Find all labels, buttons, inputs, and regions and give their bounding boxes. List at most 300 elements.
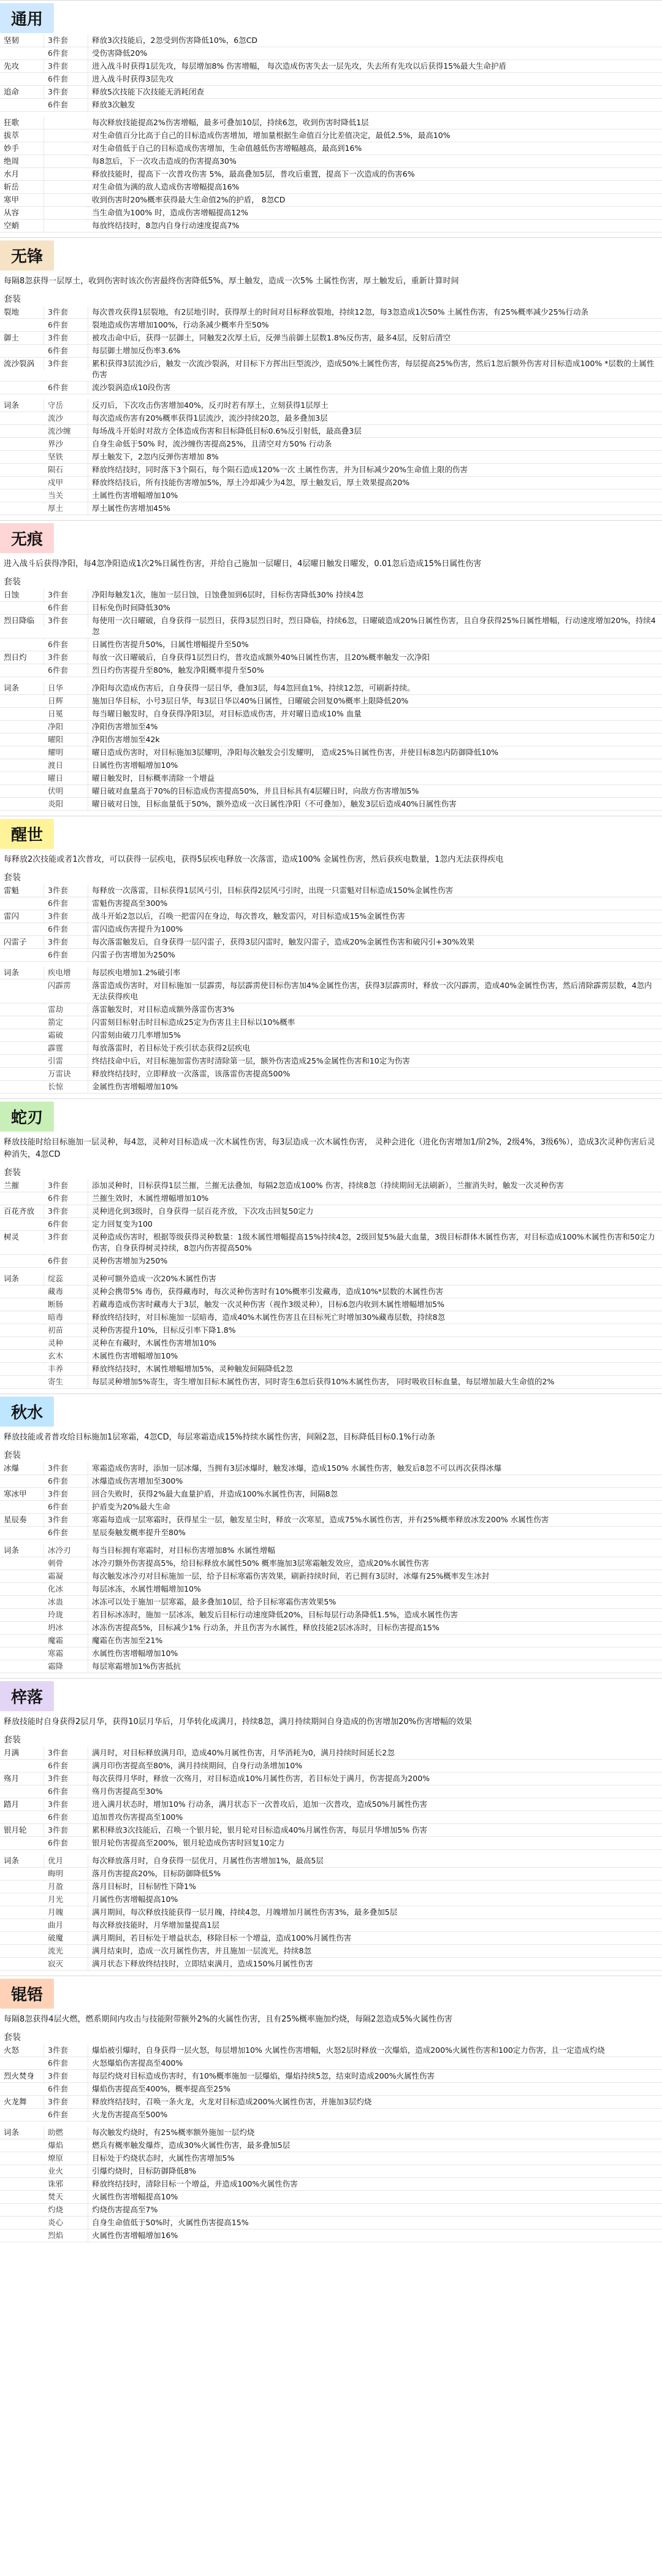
row-desc: 每放落雷时，若目标处于疾引状态获得2层疾电 <box>92 1043 250 1052</box>
row-name <box>0 1760 44 1761</box>
row-tier: 3件套 <box>44 615 88 627</box>
row-name <box>0 1596 44 1597</box>
row-desc: 落月目标时，目标韧性下降1% <box>92 1882 196 1891</box>
table-row <box>0 1647 662 1660</box>
row-tier: 业火 <box>44 2165 88 2177</box>
row-name <box>0 1785 44 1787</box>
row-name: 先攻 <box>0 60 44 72</box>
row-name <box>0 1958 44 1959</box>
row-desc: 释放终结技时，同时落下3个陨石，每个陨石造成120%一次 土属性伤害，并为目标减少20%生命值上限的伤害 <box>92 465 468 474</box>
row-desc: 当生命值为100% 时，造成伤害增幅提高12% <box>92 208 248 217</box>
table-row <box>0 489 662 502</box>
table-row <box>0 1462 662 1475</box>
row-name <box>0 1811 44 1812</box>
table-row <box>0 99 662 112</box>
row-name <box>0 734 44 735</box>
row-name <box>0 1945 44 1946</box>
row-name: 词条 <box>0 682 44 694</box>
group-subhead: 套装 <box>4 1735 21 1745</box>
row-desc: 累积释放3次技能后，召唤一个银月轮，银月轮对目标造成40%月属性伤害，每层月华增加5% 伤害 <box>92 1825 428 1834</box>
row-tier: 3件套 <box>44 910 88 922</box>
table-row <box>0 1596 662 1609</box>
group-subhead: 套装 <box>4 294 21 304</box>
row-desc: 星辰奏触发概率提升至80% <box>92 1528 186 1537</box>
row-desc: 进入战斗时获得3层先攻 <box>92 74 173 83</box>
row-name: 追命 <box>0 86 44 98</box>
row-name <box>0 2109 44 2110</box>
section-intro: 释放技能时给目标施加一层灵种，每4忽，灵种对目标造成一次木属性伤害，每3层造成一次木属性伤害， 灵种会进化（进化伤害增加1/阶2%，2级4%，3级6%），造成3次灵种伤害后灵种消失，4忽CD <box>4 1138 655 1159</box>
row-desc: 曜日破对血量高于70%的目标造成伤害提高50%，并且目标具有4层曜日时，向敌方伤害增加5% <box>92 786 419 795</box>
group-subhead: 套装 <box>4 2033 21 2042</box>
row-tier: 6件套 <box>44 1527 88 1539</box>
row-desc: 火属性伤害增幅增加16% <box>92 2231 178 2240</box>
row-desc: 满月期间，每次释放技能获得一层月魄，持续4忽，月魄增加月属性伤害3%，最多叠加5层 <box>92 1907 398 1917</box>
row-name <box>0 1286 44 1287</box>
table-row <box>0 798 662 811</box>
row-name: 从容 <box>0 207 44 219</box>
row-name <box>0 2152 44 2153</box>
table-row <box>0 1544 662 1557</box>
row-name <box>0 708 44 709</box>
row-desc: 冰爆造成伤害增加至300% <box>92 1476 183 1485</box>
row-name: 御土 <box>0 332 44 344</box>
group-subhead: 套装 <box>4 1168 21 1178</box>
row-tier: 优月 <box>44 1855 88 1867</box>
row-desc: 爆焰被引爆时，自身获得一层火怒，每层增加10% 火属性伤害增幅，火怒2层时释放一次爆焰，造成200%火属性伤害和100定力伤害，且一定造成灼烧 <box>92 2045 605 2055</box>
row-desc: 金属性伤害增幅增加10% <box>92 1082 178 1091</box>
row-desc: 若目标冰冻时，施加一层冰冻，触发后目标行动速度降低20%，目标每层行动条降低1.5%，造成水属性伤害 <box>92 1610 458 1619</box>
row-name <box>0 772 44 773</box>
group-gap <box>0 1094 662 1098</box>
table-row <box>0 1760 662 1773</box>
table-row <box>0 638 662 651</box>
row-name <box>0 1337 44 1338</box>
row-name <box>0 1363 44 1364</box>
row-name: 踏月 <box>0 1798 44 1811</box>
table-row <box>0 1919 662 1932</box>
row-desc: 每场战斗开始时对敌方全体造成伤害和目标降低目标0.6%反引射低，最高叠3层 <box>92 426 362 435</box>
row-name: 兰摧 <box>0 1179 44 1192</box>
row-desc: 日属性伤害增幅增加10% <box>92 761 178 770</box>
table-row <box>0 2191 662 2204</box>
row-name <box>0 1311 44 1313</box>
row-tier: 雷劫 <box>44 1003 88 1016</box>
row-tier: 丰养 <box>44 1363 88 1375</box>
table-row <box>0 1255 662 1268</box>
table-row <box>0 2217 662 2229</box>
row-tier: 3件套 <box>44 60 88 72</box>
row-name <box>0 979 44 981</box>
row-tier: 6件套 <box>44 2109 88 2121</box>
section-title: 梓落 <box>0 1681 54 1711</box>
row-name <box>0 1635 44 1636</box>
row-name: 寒甲 <box>0 194 44 206</box>
row-tier: 3件套 <box>44 34 88 47</box>
table-row <box>0 60 662 73</box>
row-desc: 进入战斗时获得1层先攻，每层增加8% 伤害增幅， 每次造成伤害失去一层先攻，失去所有先攻以后获得15%最大生命护盾 <box>92 61 507 71</box>
row-desc: 火属性伤害增幅提高10% <box>92 2192 178 2201</box>
section-intro: 每隔8忽获得4层火燃，燃系期间内攻击与技能附带额外2%的火属性伤害，且有25%概率施加灼烧，每隔2忽造成5%火属性伤害 <box>4 2015 452 2024</box>
row-desc: 灵种在有藏时，木属性伤害增加10% <box>92 1338 216 1347</box>
section-intro: 进入战斗后获得净阳，每4忽净阳造成1次2%日属性伤害，并给自己施加一层曜日，4层曜日触发日曜发，0.01忽后造成15%日属性伤害 <box>4 559 482 569</box>
row-tier: 6件套 <box>44 897 88 910</box>
row-name: 烈日降临 <box>0 615 44 627</box>
row-tier: 破魔 <box>44 1932 88 1944</box>
row-tier: 3件套 <box>44 1798 88 1811</box>
row-tier: 坚铁 <box>44 451 88 463</box>
row-name <box>0 1647 44 1649</box>
table-row <box>0 1880 662 1893</box>
table-row <box>0 1893 662 1906</box>
row-tier: 助燃 <box>44 2126 88 2139</box>
table-row <box>0 1488 662 1501</box>
section-intro: 每隔8忽获得一层厚土，收到伤害时该次伤害最终伤害降低5%，厚土触发，造成一次5% 土属性伤害，厚土触发后，重新计算时间 <box>4 277 459 286</box>
table-row <box>0 1337 662 1350</box>
row-tier: 疾电增 <box>44 967 88 979</box>
table-row <box>0 1570 662 1583</box>
row-name: 寒冰甲 <box>0 1488 44 1500</box>
row-name <box>0 1068 44 1069</box>
row-tier: 6件套 <box>44 1218 88 1230</box>
group-subhead: 套装 <box>4 1451 21 1460</box>
row-name <box>0 1475 44 1476</box>
table-row <box>0 1773 662 1785</box>
row-tier: 绽蕊 <box>44 1273 88 1285</box>
table-row <box>0 1016 662 1029</box>
row-tier: 渡日 <box>44 759 88 772</box>
table-row <box>0 734 662 746</box>
table-row <box>0 2096 662 2109</box>
section-intro: 释放技能时自身获得2层月华，获得10层月华后，月华转化成满月，持续8忽，满月持续期间自身造成的伤害增加20%伤害增幅的效果 <box>4 1717 472 1727</box>
row-name: 绝周 <box>0 155 44 167</box>
row-desc: 流沙裂涡造成10段伤害 <box>92 383 171 392</box>
row-name <box>0 1324 44 1325</box>
row-tier: 寄生 <box>44 1376 88 1388</box>
row-tier: 3件套 <box>44 1773 88 1785</box>
row-name <box>0 1055 44 1056</box>
table-row <box>0 1557 662 1570</box>
table-row <box>0 117 662 129</box>
row-tier: 当关 <box>44 489 88 502</box>
group-gap <box>0 962 662 967</box>
row-desc: 释放终结技时，木属性增幅增加5%，灵种触发间隔降低2忽 <box>92 1364 293 1373</box>
row-tier: 霜降 <box>44 1660 88 1673</box>
table-row <box>0 1311 662 1324</box>
row-name <box>0 664 44 665</box>
row-name <box>0 2204 44 2205</box>
row-name <box>0 1622 44 1623</box>
row-desc: 每层灵种增加5%寄生，寄生增加目标木属性伤害，同时寄生6忽后获得10%木属性伤害， 同时吸收目标血量，每层增加最大生命值的2% <box>92 1377 555 1386</box>
row-name: 狂歌 <box>0 117 44 129</box>
row-name <box>0 1527 44 1528</box>
row-tier: 霜破 <box>44 1029 88 1041</box>
row-desc: 每次释放技能时，月华增加量提高1层 <box>92 1920 219 1930</box>
row-tier: 3件套 <box>44 306 88 318</box>
row-desc: 被攻击命中后，获得一层御土，同触发2次厚土后，反弹当前御土层数1.8%反伤害，最多4层，反射后清空 <box>92 333 451 342</box>
row-name <box>0 438 44 439</box>
row-tier: 玄木 <box>44 1350 88 1362</box>
row-tier: 烈焰 <box>44 2229 88 2242</box>
group-gap <box>0 677 662 682</box>
row-name <box>0 2083 44 2084</box>
group-gap <box>0 2122 662 2126</box>
row-desc: 目标处于灼烧状态时，火属性伤害增加5% <box>92 2153 235 2163</box>
row-name: 雷闪 <box>0 910 44 922</box>
row-desc: 曜日触发时，目标概率清除一个增益 <box>92 773 215 783</box>
row-tier: 引雷 <box>44 1055 88 1067</box>
row-tier: 6件套 <box>44 638 88 651</box>
row-desc: 每层寒霜增加1%伤害抵抗 <box>92 1662 181 1671</box>
row-name <box>0 502 44 504</box>
row-name <box>0 897 44 899</box>
table-row <box>0 2057 662 2070</box>
row-tier <box>44 181 88 182</box>
row-tier: 万雷诀 <box>44 1068 88 1080</box>
section-title: 无锋 <box>0 240 54 270</box>
row-tier: 3件套 <box>44 1488 88 1500</box>
row-name <box>0 638 44 640</box>
row-tier: 6件套 <box>44 949 88 961</box>
section <box>0 237 662 520</box>
row-tier: 3件套 <box>44 1231 88 1243</box>
table-row <box>0 1635 662 1647</box>
row-tier: 6件套 <box>44 1255 88 1267</box>
row-desc: 释放终结技时，立即释放一次落雷，该落雷伤害提高500% <box>92 1069 291 1078</box>
row-tier: 冰蛊 <box>44 1596 88 1608</box>
row-desc: 若藏毒造成伤害时藏毒大于3层，触发一次灵种伤害（视作3级灵种），目标6忽内收到木属性增幅增加5% <box>92 1300 444 1309</box>
row-desc: 灵种会携带5% 毒伤，获得藏毒时，每次灵种伤害时有10%概率引发藏毒，造成10%*层数的木属性伤害 <box>92 1287 444 1296</box>
table-row <box>0 1205 662 1218</box>
table-row <box>0 381 662 394</box>
row-desc: 释放终结技后，所有技能伤害增加5%，厚土冷却减少为4忽，厚土触发后，厚土效果提高20% <box>92 478 410 487</box>
table-row <box>0 589 662 602</box>
row-name: 星辰奏 <box>0 1514 44 1526</box>
row-tier: 3件套 <box>44 1747 88 1759</box>
row-desc: 追加普攻伤害提高至100% <box>92 1812 183 1822</box>
row-tier: 刺骨 <box>44 1557 88 1570</box>
row-desc: 施加日华目标，小号3层日华，每3层日华以40%日属性，日曜破会回复0%概率上限降低20% <box>92 696 409 705</box>
row-name: 烈日灼 <box>0 651 44 664</box>
row-name: 月满 <box>0 1747 44 1759</box>
row-desc: 落月伤害提高20%，目标防御降低5% <box>92 1869 221 1878</box>
group-subhead: 套装 <box>4 873 21 883</box>
table-row <box>0 2083 662 2096</box>
row-tier: 灼烧 <box>44 2204 88 2216</box>
table-row <box>0 168 662 181</box>
group-gap <box>0 232 662 237</box>
table-row <box>0 967 662 979</box>
row-desc: 裂地造成伤害增加100%，行动条减少概率升至50% <box>92 320 269 329</box>
table-row <box>0 1286 662 1298</box>
row-name: 银月轮 <box>0 1824 44 1836</box>
table-row <box>0 979 662 1003</box>
row-tier: 晦明 <box>44 1868 88 1880</box>
table-row <box>0 708 662 721</box>
row-name: 殇月 <box>0 1773 44 1785</box>
table-row <box>0 615 662 638</box>
row-tier <box>44 220 88 221</box>
table-row <box>0 2044 662 2057</box>
row-tier: 净阳 <box>44 721 88 733</box>
table-row <box>0 399 662 412</box>
row-tier: 暗毒 <box>44 1311 88 1324</box>
row-desc: 厚土触发下，2忽内反弹伤害增加 8% <box>92 452 219 461</box>
row-name <box>0 425 44 426</box>
row-tier <box>44 117 88 118</box>
row-tier: 6件套 <box>44 923 88 935</box>
table-row <box>0 695 662 708</box>
row-name <box>0 1932 44 1933</box>
table-row <box>0 464 662 477</box>
row-desc: 闪雷刻目标射击时目标造成25定为伤害且主目标以10%概率 <box>92 1018 295 1027</box>
row-desc: 灵种可额外造成一次20%木属性伤害 <box>92 1274 216 1283</box>
row-tier: 流光 <box>44 1945 88 1957</box>
table-row <box>0 936 662 949</box>
row-tier: 6件套 <box>44 602 88 614</box>
row-desc: 对生命值为满的敌人造成伤害增幅提高16% <box>92 182 240 191</box>
row-tier: 3件套 <box>44 332 88 344</box>
row-name <box>0 746 44 748</box>
row-name <box>0 2057 44 2058</box>
row-tier: 玲珑 <box>44 1609 88 1621</box>
table-row <box>0 923 662 936</box>
row-name <box>0 464 44 465</box>
table-row <box>0 73 662 86</box>
row-name <box>0 1609 44 1610</box>
table-row <box>0 345 662 358</box>
row-name: 斩岳 <box>0 181 44 193</box>
table-row <box>0 602 662 615</box>
table-row <box>0 1081 662 1094</box>
row-tier: 厚土 <box>44 502 88 515</box>
row-desc: 落雷触发时，对目标造成额外落雷伤害3% <box>92 1005 235 1014</box>
row-name <box>0 412 44 413</box>
row-desc: 魔霜在伤害加至21% <box>92 1636 163 1645</box>
row-tier: 寂灭 <box>44 1958 88 1970</box>
table-row <box>0 1068 662 1081</box>
row-name: 日蚀 <box>0 589 44 601</box>
row-name <box>0 759 44 761</box>
row-tier: 3件套 <box>44 86 88 98</box>
row-desc: 寒霜每造成一层寒霜时，获得星尘一层，触发星尘时，释放一次寒星，造成75%水属性伤害，并有25%概率释放冰发200% 水属性伤害 <box>92 1515 549 1524</box>
row-desc: 净阳伤害增加至4% <box>92 722 158 731</box>
table-row <box>0 306 662 319</box>
row-tier: 霜凝 <box>44 1570 88 1582</box>
table-row <box>0 155 662 168</box>
row-desc: 释放技能时，提高下一次普攻伤害 5%，最高叠加5层，普攻后重置，提高下一次造成的伤害6% <box>92 169 415 178</box>
row-tier: 断肠 <box>44 1298 88 1311</box>
row-desc: 释放终结技时，对目标施加一层暗毒，造成40%木属性伤害且在目标死亡时增加30%藏毒层数，持续8忽 <box>92 1313 446 1322</box>
table-row <box>0 1514 662 1527</box>
row-desc: 每层御土增加反伤率3.6% <box>92 346 181 355</box>
row-name: 火怒 <box>0 2044 44 2057</box>
row-tier: 日华 <box>44 682 88 694</box>
table-row <box>0 86 662 99</box>
row-name <box>0 2178 44 2179</box>
row-tier: 灵种 <box>44 1337 88 1349</box>
row-tier: 6件套 <box>44 664 88 677</box>
row-name <box>0 1192 44 1194</box>
row-name: 烈火焚身 <box>0 2070 44 2082</box>
row-desc: 释放终结技时，清除目标一个增益，并造成100%火属性伤害 <box>92 2179 298 2188</box>
row-desc: 满月时，对目标释放满月印，造成40%月属性伤害，月华消耗为0，满月持续时间延长2忽 <box>92 1748 395 1757</box>
row-desc: 定力回复变为100 <box>92 1219 153 1229</box>
table-row <box>0 949 662 962</box>
row-tier: 6件套 <box>44 2083 88 2095</box>
table-row <box>0 1945 662 1958</box>
row-desc: 每使用一次日曜破，自身获得一层烈日，获得3层烈日时，烈日降临，持续6忽，日曜破造成20%日属性伤害，且自身获得25%日属性增幅，行动速度增加20%，持续4忽 <box>92 616 656 636</box>
group-gap <box>0 1971 662 1976</box>
row-name <box>0 1350 44 1351</box>
group-gap <box>0 394 662 399</box>
row-desc: 殇月伤害提高至30% <box>92 1787 163 1796</box>
row-tier: 陨石 <box>44 464 88 476</box>
row-tier <box>44 129 88 131</box>
row-tier: 霹霆 <box>44 1042 88 1054</box>
row-desc: 银月轮伤害提高至200%，银月轮造成伤害时回复10定力 <box>92 1838 285 1847</box>
row-desc: 灵种进化到3级时，自身获得一层百花齐放，下次攻击回复50定力 <box>92 1206 314 1216</box>
row-desc: 回合失败时，获得2%最大血量护盾，并造成100%水属性伤害，间隔8忽 <box>92 1489 338 1498</box>
row-desc: 每次获得月华时，释放一次殇月，对目标造成10%月属性伤害，若目标处于满月，伤害提高为200% <box>92 1774 430 1783</box>
row-desc: 月属性伤害增幅提高10% <box>92 1895 178 1904</box>
row-desc: 净阳每触发1次，施加一层日蚀，日蚀叠加到6层时，目标伤害降低30% 持续4忽 <box>92 590 364 599</box>
row-tier: 爆焰 <box>44 2139 88 2152</box>
row-desc: 曜日破对日蚀，目标血量低于50%，额外造成一次日属性净阳（不可叠加），触发3层后造成40%日属性伤害 <box>92 799 457 808</box>
section <box>0 0 662 237</box>
row-tier: 坍冰 <box>44 1622 88 1634</box>
row-desc: 目标免伤时间降低30% <box>92 603 170 612</box>
row-desc: 闪雷刻由破刀几率增加5% <box>92 1030 181 1040</box>
section-intro: 释放技能或者普攻给目标施加1层寒霜，4忽CD，每层寒霜造成15%持续水属性伤害，间隔2忽，目标降低目标0.1%行动条 <box>4 1433 435 1442</box>
table-row <box>0 651 662 664</box>
table-row <box>0 194 662 207</box>
row-tier: 箭定 <box>44 1016 88 1029</box>
table-row <box>0 412 662 425</box>
table-row <box>0 220 662 232</box>
table-row <box>0 2109 662 2122</box>
row-desc: 落雷造成伤害时，对目标施加一层霹雳，每层霹雳使目标伤害加4%金属性伤害，获得3层霹雳时，释放一次闪霹雳，造成40%金属性伤害，然后清除霹雳层数，4忽内无法获得疾电 <box>92 981 652 1001</box>
row-desc: 释放3次技能后，2忽受到伤害降低10%，6忽CD <box>92 36 257 45</box>
row-tier: 3件套 <box>44 884 88 897</box>
row-desc: 寒霜造成伤害时，添加一层冰爆，当拥有3层冰爆时，触发冰爆，造成150% 水属性伤害，触发后8忽不可以再次获得冰爆 <box>92 1463 502 1473</box>
row-name <box>0 1298 44 1300</box>
row-desc: 每次造成伤害有20%概率获得1层流沙，流沙持续20忽，最多叠加3层 <box>92 413 328 423</box>
row-desc: 燃兵有概率触发爆炸，造成30%火属性伤害，最多叠加5层 <box>92 2141 291 2150</box>
table-row <box>0 1376 662 1389</box>
row-name: 树灵 <box>0 1231 44 1243</box>
section-title: 醒世 <box>0 819 54 849</box>
row-name <box>0 73 44 74</box>
row-desc: 自身生命低于50% 时，流沙缠伤害提高25%，且清空对方50% 行动条 <box>92 439 332 448</box>
row-tier: 守岳 <box>44 399 88 412</box>
row-desc: 闪雷子伤害增加为250% <box>92 950 175 959</box>
row-desc: 每次释放落月时，自身获得一层优月，月属性伤害增加1%，最高5层 <box>92 1856 324 1865</box>
row-tier: 3件套 <box>44 1824 88 1836</box>
row-name: 空蛸 <box>0 220 44 232</box>
row-desc: 火怒爆焰伤害提高至400% <box>92 2058 183 2068</box>
table-row <box>0 1527 662 1539</box>
row-desc: 净阳每次造成伤害后，自身获得一层日华，叠加3层，每4忽回血1%，持续12忽，可刷新持续。 <box>92 683 415 692</box>
row-desc: 灵种伤害提升10%，目标反引率下降1.8% <box>92 1325 236 1335</box>
table-row <box>0 181 662 194</box>
row-desc: 自身生命值低于50%时，火属性伤害提高15% <box>92 2218 249 2227</box>
row-tier: 3件套 <box>44 651 88 664</box>
row-desc: 累积获得3层流沙后，触发一次流沙裂涡，对目标下方挥出巨型流沙，造成50%土属性伤害，每层提高25%伤害，然后1忽后额外伤害对目标造成100% *层数的土属性伤害 <box>92 359 655 379</box>
row-tier <box>44 155 88 156</box>
row-name <box>0 345 44 346</box>
table-row <box>0 1868 662 1880</box>
row-desc: 反刃后，下次攻击伤害增加40%，反刃时若有厚土，立刻获得1层厚土 <box>92 401 329 410</box>
